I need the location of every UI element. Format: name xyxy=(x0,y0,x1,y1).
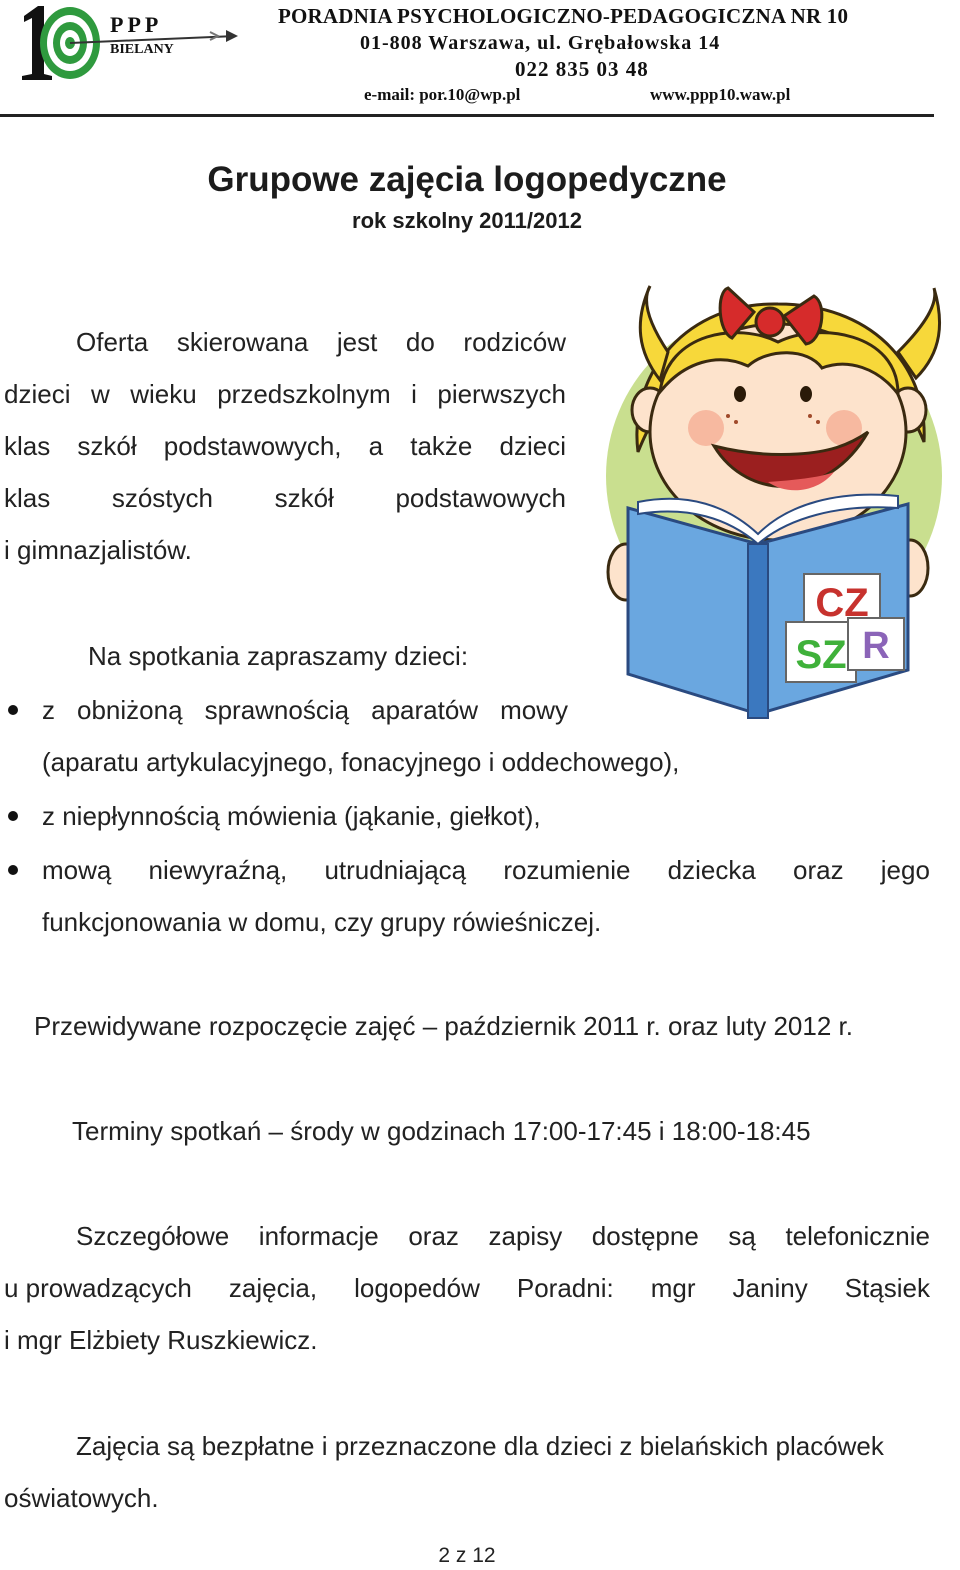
word: logopedów xyxy=(354,1273,480,1303)
word: podstawowych, xyxy=(163,431,342,461)
word: z xyxy=(42,695,55,725)
intro-line-5: i gimnazjalistów. xyxy=(4,535,192,565)
word: przedszkolnym xyxy=(217,379,391,409)
word: Szczegółowe xyxy=(76,1221,230,1251)
word: rodziców xyxy=(463,327,566,357)
bullet-icon xyxy=(8,865,18,875)
letters-r: R xyxy=(862,625,890,667)
word: jest xyxy=(336,327,378,357)
free-line-1: Zajęcia są bezpłatne i przeznaczone dla dzieci z bielańskich placówek xyxy=(76,1431,884,1461)
word: szóstych xyxy=(111,483,213,513)
word: Poradni: xyxy=(516,1273,614,1303)
document-subtitle: rok szkolny 2011/2012 xyxy=(352,208,582,233)
word: zapisy xyxy=(488,1221,563,1251)
bullet-item-3 xyxy=(42,844,930,896)
info-line-2 xyxy=(4,1262,930,1314)
word: informacje xyxy=(258,1221,379,1251)
word: i xyxy=(411,379,417,409)
word: dzieci xyxy=(499,431,566,461)
word: Stąsiek xyxy=(844,1273,930,1303)
organization-phone: 022 835 03 48 xyxy=(515,57,649,81)
word: mową xyxy=(42,855,112,885)
organization-website: www.ppp10.waw.pl xyxy=(650,85,791,104)
word: mgr xyxy=(650,1273,696,1303)
word: oraz xyxy=(793,855,844,885)
info-line-1 xyxy=(4,1210,930,1262)
word: są xyxy=(728,1221,756,1251)
word: u prowadzących xyxy=(4,1273,192,1303)
intro-paragraph xyxy=(4,316,566,576)
word: szkół xyxy=(274,483,334,513)
word: Oferta xyxy=(76,327,149,357)
organization-name: PORADNIA PSYCHOLOGICZNO-PEDAGOGICZNA NR 10 xyxy=(278,4,849,28)
word: także xyxy=(410,431,473,461)
page-number: 2 z 12 xyxy=(438,1544,496,1567)
header-divider xyxy=(0,114,934,117)
illustration-graphic xyxy=(598,282,942,734)
info-line-3: i mgr Elżbiety Ruszkiewicz. xyxy=(4,1325,318,1355)
word: dostępne xyxy=(591,1221,699,1251)
invite-heading: Na spotkania zapraszamy dzieci: xyxy=(88,641,469,671)
word: pierwszych xyxy=(437,379,566,409)
word: skierowana xyxy=(176,327,309,357)
word: niewyraźną, xyxy=(148,855,288,885)
bullet-item-1-continuation: (aparatu artykulacyjnego, fonacyjnego i oddechowego), xyxy=(42,747,680,777)
word: utrudniającą xyxy=(324,855,467,885)
word: w xyxy=(90,379,110,409)
intro-line-3 xyxy=(4,420,566,472)
bullet-item-3-continuation: funkcjonowania w domu, czy grupy rówieśniczej. xyxy=(42,907,602,937)
logo-ppp-text: PPP xyxy=(110,12,163,37)
document-title: Grupowe zajęcia logopedyczne xyxy=(207,160,727,199)
bullet-icon xyxy=(8,705,18,715)
free-line-2: oświatowych. xyxy=(4,1483,159,1513)
intro-line-2 xyxy=(4,368,566,420)
word: jego xyxy=(880,855,930,885)
meeting-schedule: Terminy spotkań – środy w godzinach 17:00-17:45 i 18:00-18:45 xyxy=(72,1116,811,1146)
word: zajęcia, xyxy=(228,1273,318,1303)
word: aparatów xyxy=(371,695,479,725)
word: podstawowych xyxy=(395,483,566,513)
word: klas xyxy=(4,431,51,461)
bullet-item-2: z niepłynnością mówienia (jąkanie, giełkot), xyxy=(42,801,541,831)
logo-district-text: BIELANY xyxy=(110,42,174,57)
word: mowy xyxy=(500,695,568,725)
word: rozumienie xyxy=(503,855,631,885)
organization-email: e-mail: por.10@wp.pl xyxy=(364,85,521,104)
word: oraz xyxy=(408,1221,459,1251)
organization-address: 01-808 Warszawa, ul. Grębałowska 14 xyxy=(360,32,721,54)
word: dziecka xyxy=(667,855,756,885)
letters-sz: SZ xyxy=(795,633,847,677)
word: dzieci xyxy=(4,379,71,409)
word: telefonicznie xyxy=(785,1221,930,1251)
start-date-info: Przewidywane rozpoczęcie zajęć – październik 2011 r. oraz luty 2012 r. xyxy=(34,1011,853,1041)
contact-info-paragraph xyxy=(4,1210,930,1366)
word: obniżoną xyxy=(77,695,183,725)
word: Janiny xyxy=(732,1273,808,1303)
bullet-item-1 xyxy=(42,684,568,736)
word: wieku xyxy=(130,379,197,409)
bullet-icon xyxy=(8,811,18,821)
word: a xyxy=(368,431,384,461)
free-of-charge-paragraph xyxy=(4,1420,930,1524)
organization-logo xyxy=(14,2,244,82)
girl-reading-book-icon xyxy=(598,282,942,734)
word: klas xyxy=(4,483,51,513)
intro-line-4 xyxy=(4,472,566,524)
letters-cz: CZ xyxy=(815,581,869,625)
intro-line-1 xyxy=(4,316,566,368)
word: do xyxy=(405,327,435,357)
word: sprawnością xyxy=(204,695,350,725)
word: szkół xyxy=(77,431,137,461)
